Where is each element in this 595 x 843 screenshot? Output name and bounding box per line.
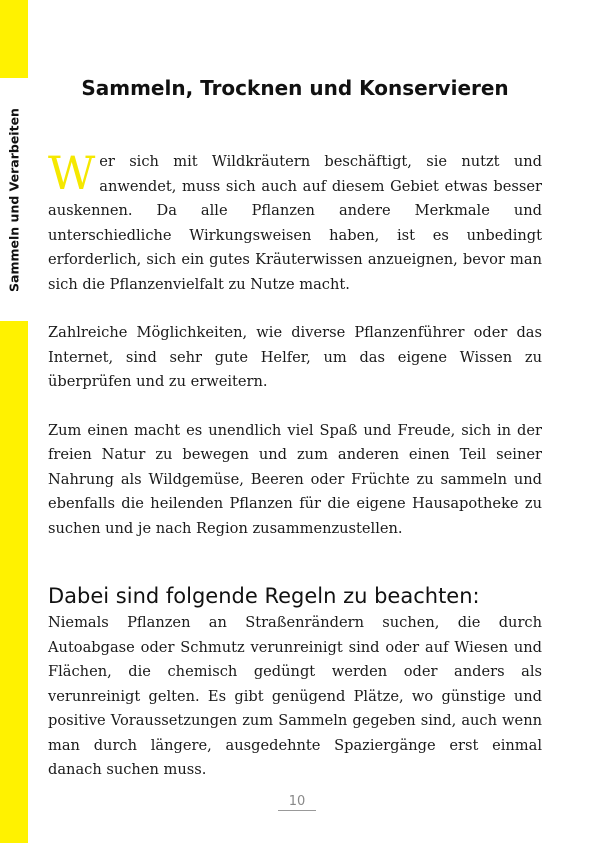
chapter-tab-label: Sammeln und Verarbeiten (6, 108, 22, 292)
paragraph-resources: Zahlreiche Möglichkeiten, wie diverse Pflanzenführer oder das Internet, sind sehr gute Helfer, um das eigene Wissen zu überprüfen und zu erweitern. (48, 324, 542, 390)
paragraph-rules: Niemals Pflanzen an Straßenrändern suchen, die durch Autoabgase oder Schmutz verunreinigt sind oder auf Wiesen und Flächen, die chemisch gedüngt werden oder anders als verunreinigt gelten. Es gibt genügend Plätze, wo günstige und positive Voraussetzungen zum Sammeln gegeben sind, auch wenn man durch längere, ausgedehnte Spaziergänge erst einmal danach suchen muss. (48, 614, 542, 778)
page-number: 10 (278, 794, 316, 811)
paragraph-nature: Zum einen macht es unendlich viel Spaß und Freude, sich in der freien Natur zu bewegen und zum anderen einen Teil seiner Nahrung als Wildgemüse, Beeren oder Früchte zu sammeln und ebenfalls die heilenden Pflanzen für die eigene Hausapotheke zu suchen und je nach Region zusammenzustellen. (48, 421, 542, 537)
sidebar-accent-bottom (0, 321, 28, 843)
drop-cap: W (48, 146, 96, 200)
page-title: Sammeln, Trocknen und Konservieren (81, 76, 509, 100)
body-text (48, 146, 542, 783)
section-heading-rules: Dabei sind folgende Regeln zu beachten: (48, 584, 480, 608)
intro-paragraph (48, 146, 542, 297)
intro-paragraph-text: er sich mit Wildkräutern beschäftigt, sie nutzt und anwendet, muss sich auch auf diesem Gebiet etwas besser auskennen. Da alle Pflanzen andere Merkmale und unterschiedliche Wirkungsweisen haben, ist es unbedingt erforderlich, sich ein gutes Kräuterwissen anzueignen, bevor man sich die Pflanzenvielfalt zu Nutze macht. (48, 153, 542, 293)
sidebar-accent-top (0, 0, 28, 78)
